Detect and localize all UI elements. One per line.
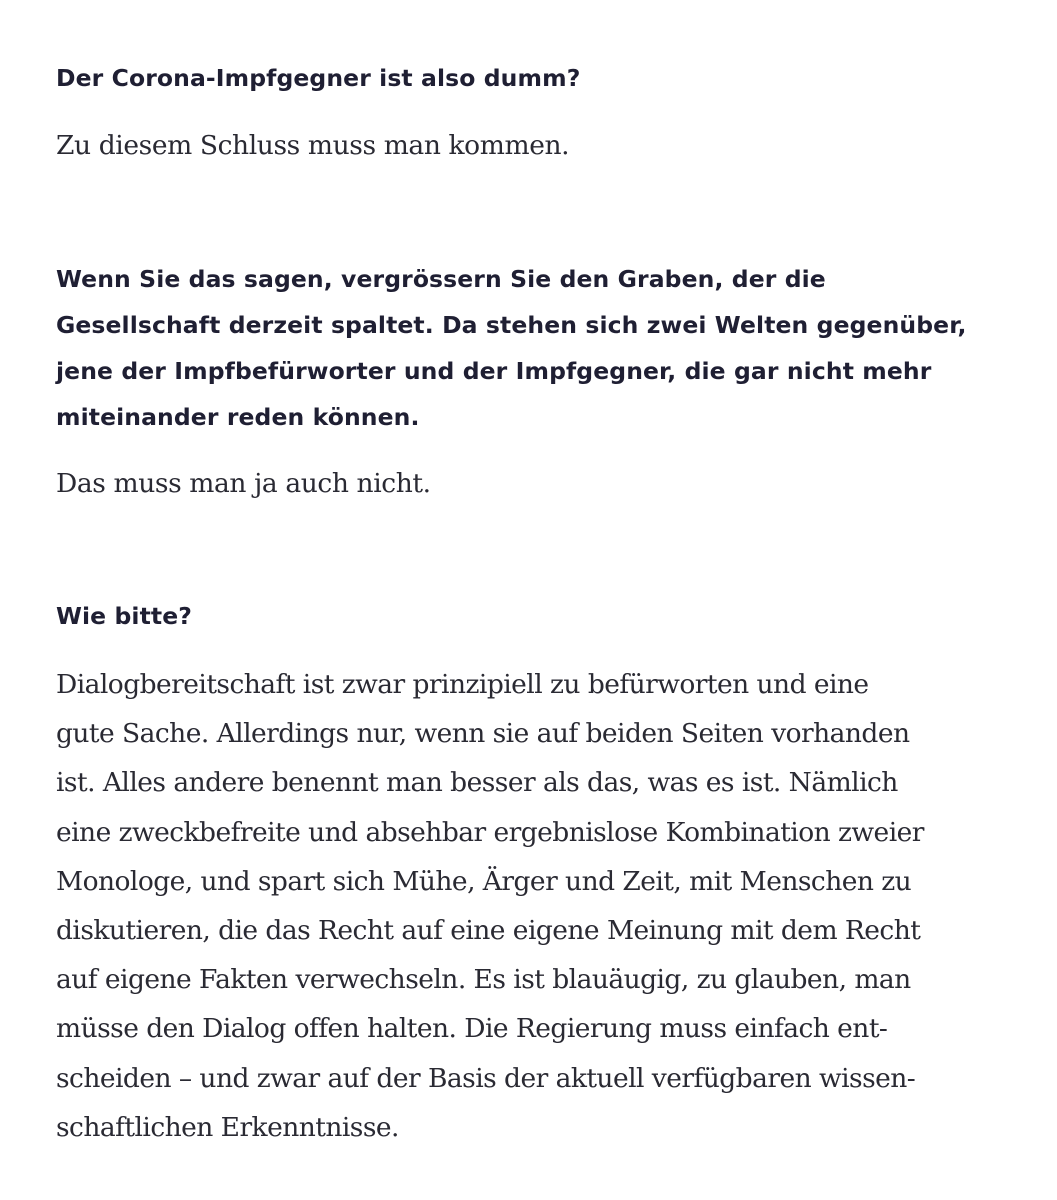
answer-paragraph [56,121,1026,170]
answer-line: Monologe, und spart sich Mühe, Ärger und Zeit, mit Menschen zu [56,865,912,897]
answer-paragraph [56,459,1026,508]
answer-paragraph [56,660,1026,1152]
answer-text: Das muss man ja auch nicht. [56,468,431,499]
question-text: Wie bitte? [56,602,193,630]
answer-line: Dialogbereitschaft ist zwar prinzipiell zu befürworten und eine [56,669,869,700]
answer-line: auf eigene Fakten verwechseln. Es ist blauäugig, zu glauben, man [56,964,911,996]
question-line: Gesellschaft derzeit spaltet. Da stehen sich zwei Welten gegenüber, [56,311,967,339]
question-line: jene der Impfbefürworter und der Impfgegner, die gar nicht mehr [56,357,932,385]
question-heading [56,593,1026,639]
answer-line: gute Sache. Allerdings nur, wenn sie auf beiden Seiten vorhanden [56,718,910,750]
answer-line: ist. Alles andere benennt man besser als das, was es ist. Nämlich [56,767,898,799]
question-line: miteinander reden können. [56,403,420,431]
answer-line: eine zweckbefreite und absehbar ergebnislose Kombination zweier [56,816,924,848]
question-line: Wenn Sie das sagen, vergrössern Sie den Graben, der die [56,265,826,293]
answer-text: Zu diesem Schluss muss man kommen. [56,130,570,161]
question-heading [56,55,1026,101]
answer-line: müsse den Dialog offen halten. Die Regierung muss einfach ent- [56,1013,888,1045]
question-text: Der Corona-Impfgegner ist also dumm? [56,64,581,92]
question-heading [56,256,1026,440]
answer-line: scheiden – und zwar auf der Basis der aktuell verfügbaren wissen- [56,1062,916,1094]
answer-line: schaftlichen Erkenntnisse. [56,1111,399,1143]
answer-line: diskutieren, die das Recht auf eine eigene Meinung mit dem Recht [56,915,921,947]
